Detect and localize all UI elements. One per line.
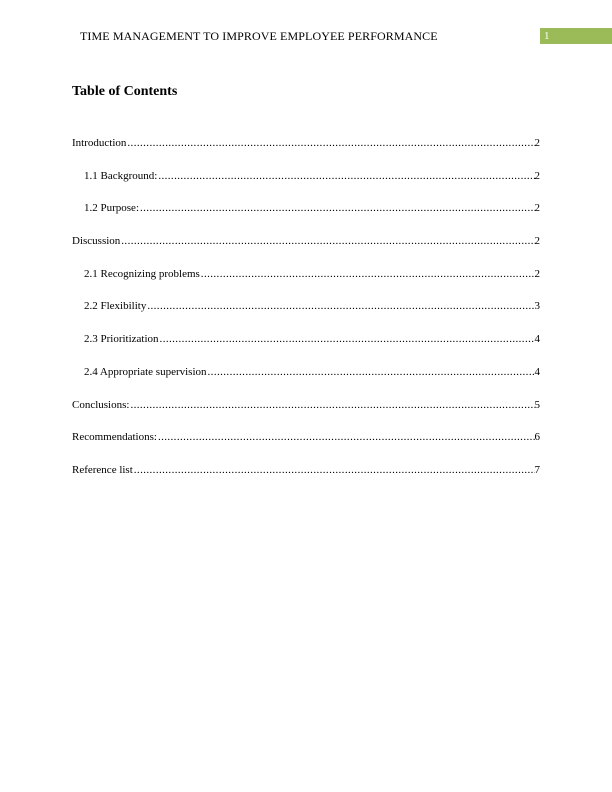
toc-dot-leader xyxy=(158,169,534,183)
toc-dot-leader xyxy=(134,463,535,477)
toc-entry-page: 7 xyxy=(534,463,540,476)
toc-entry-recognizing-problems[interactable] xyxy=(72,267,540,300)
toc-entry-page: 4 xyxy=(534,365,540,378)
toc-entry-label: 2.4 Appropriate supervision xyxy=(84,365,207,378)
toc-entry-label: 2.1 Recognizing problems xyxy=(84,267,200,280)
toc-entry-prioritization[interactable] xyxy=(72,332,540,365)
toc-entry-label: Conclusions: xyxy=(72,398,130,411)
toc-entry-label: Reference list xyxy=(72,463,133,476)
toc-dot-leader xyxy=(121,234,534,248)
toc-entry-page: 6 xyxy=(534,431,540,444)
toc-entry-page: 5 xyxy=(534,398,540,411)
toc-entry-label: 2.2 Flexibility xyxy=(84,300,147,313)
toc-entry-page: 2 xyxy=(534,169,540,182)
toc-dot-leader xyxy=(208,365,535,379)
toc-entry-label: 1.2 Purpose: xyxy=(84,202,139,215)
toc-entry-purpose[interactable] xyxy=(72,201,540,234)
toc-entry-background[interactable] xyxy=(72,169,540,202)
toc-entry-reference-list[interactable] xyxy=(72,463,540,496)
toc-entry-page: 2 xyxy=(534,137,540,149)
toc-entry-recommendations[interactable] xyxy=(72,430,540,463)
toc-dot-leader xyxy=(127,136,534,150)
toc-dot-leader xyxy=(147,299,534,313)
table-of-contents xyxy=(72,136,540,496)
running-header-title: TIME MANAGEMENT TO IMPROVE EMPLOYEE PERFORMANCE xyxy=(80,29,438,43)
toc-entry-page: 3 xyxy=(534,300,540,313)
toc-entry-page: 2 xyxy=(534,235,540,248)
toc-entry-page: 2 xyxy=(534,267,540,280)
toc-entry-label: 1.1 Background: xyxy=(84,169,158,182)
toc-entry-page: 2 xyxy=(534,202,540,215)
toc-entry-flexibility[interactable] xyxy=(72,299,540,332)
toc-entry-label: 2.3 Prioritization xyxy=(84,333,159,346)
toc-entry-label: Recommendations: xyxy=(72,431,157,444)
toc-entry-page: 4 xyxy=(534,333,540,346)
toc-dot-leader xyxy=(158,430,535,444)
toc-entry-appropriate-supervision[interactable] xyxy=(72,365,540,398)
toc-entry-conclusions[interactable] xyxy=(72,398,540,431)
page-number-badge: 1 xyxy=(540,28,612,44)
toc-dot-leader xyxy=(160,332,535,346)
toc-entry-discussion[interactable] xyxy=(72,234,540,267)
toc-entry-label: Introduction xyxy=(72,137,127,149)
toc-dot-leader xyxy=(201,267,535,281)
toc-dot-leader xyxy=(130,398,534,412)
toc-dot-leader xyxy=(140,201,535,215)
toc-heading: Table of Contents xyxy=(72,84,178,99)
toc-entry-introduction[interactable] xyxy=(72,136,540,169)
toc-entry-label: Discussion xyxy=(72,235,121,248)
